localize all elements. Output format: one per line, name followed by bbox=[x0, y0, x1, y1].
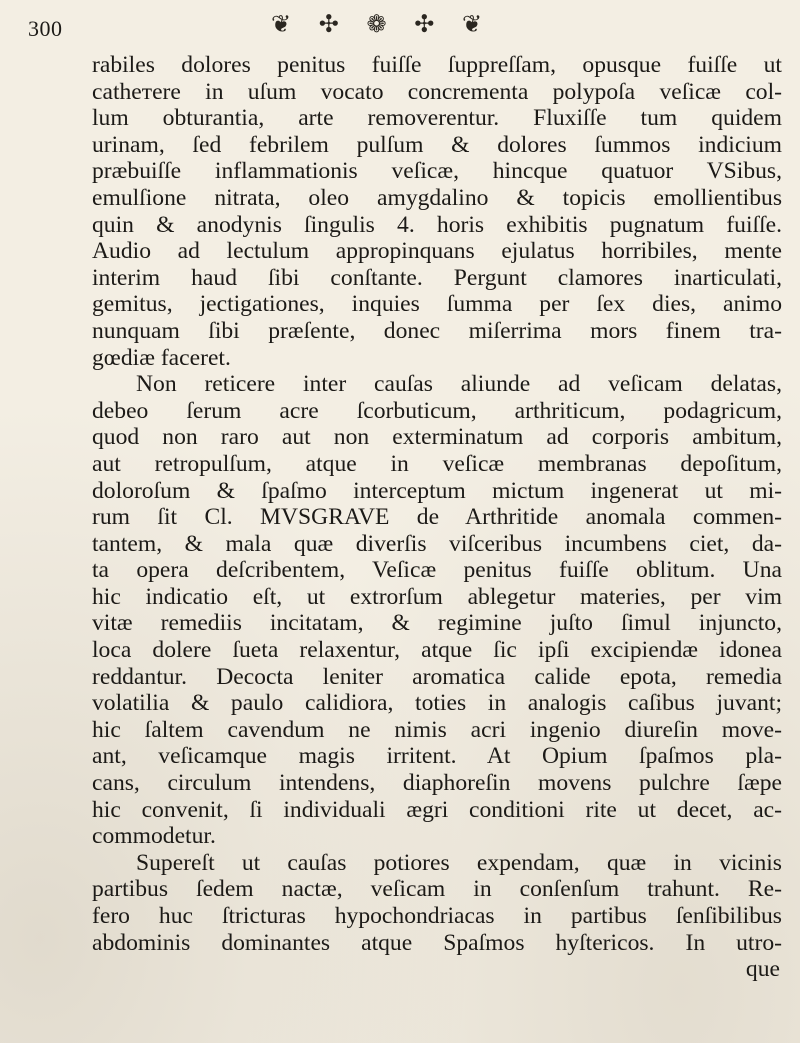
text-line: urinam, ſed febrilem pulſum & dolores ſummos indicium bbox=[92, 131, 782, 158]
text-line: volatilia & paulo calidiora, toties in analogis caſibus juvant; bbox=[92, 690, 782, 717]
text-line: commodetur. bbox=[92, 823, 216, 850]
text-line: tantem, & mala quæ diverſis viſceribus incumbens ciet, da- bbox=[92, 530, 782, 557]
text-line: interim haud ſibi conſtante. Pergunt clamores inarticulati, bbox=[92, 264, 782, 291]
text-line: Supereſt ut cauſas potiores expendam, quæ in vicinis bbox=[136, 849, 782, 876]
text-line: debeo ſerum acre ſcorbuticum, arthriticum, podagricum, bbox=[92, 397, 782, 424]
running-header bbox=[28, 10, 768, 50]
text-line: emulſione nitrata, oleo amygdalino & topicis emollientibus bbox=[92, 184, 782, 211]
text-line: reddantur. Decocta leniter aromatica calide epota, remedia bbox=[92, 663, 782, 690]
text-line: vitæ remediis incitatam, & regimine juſto ſimul injuncto, bbox=[92, 610, 782, 637]
text-line: lum obturantia, arte removerentur. Fluxiſſe tum quidem bbox=[92, 105, 782, 132]
text-line: ta opera deſcribentem, Veſicæ penitus fuiſſe oblitum. Una bbox=[92, 557, 782, 584]
text-line: Non reticere inter cauſas aliunde ad veſicam delatas, bbox=[136, 371, 782, 398]
text-line: hic indicatio eſt, ut extrorſum ablegetur materies, per vim bbox=[92, 583, 782, 610]
text-line: præbuiſſe inflammationis veſicæ, hincque quatuor VSibus, bbox=[92, 158, 782, 185]
text-line: quin & anodynis ſingulis 4. horis exhibitis pugnatum fuiſſe. bbox=[92, 211, 782, 238]
text-line: catheтere in uſum vocato concrementa polypoſa veſicæ col- bbox=[92, 78, 782, 105]
header-ornament-icon: ❦ ✣ ❁ ✣ ❦ bbox=[271, 10, 493, 38]
body-text bbox=[92, 52, 782, 983]
text-line: quod non raro aut non exterminatum ad corporis ambitum, bbox=[92, 424, 782, 451]
text-line: cans, circulum intendens, diaphoreſin movens pulchre ſæpe bbox=[92, 770, 782, 797]
text-line: aut retropulſum, atque in veſicæ membranas depoſitum, bbox=[92, 450, 782, 477]
text-line: nunquam ſibi præſente, donec miſerrima mors finem tra- bbox=[92, 317, 782, 344]
text-line: gemitus, jectigationes, inquies ſumma per ſex dies, animo bbox=[92, 291, 782, 318]
text-line: abdominis dominantes atque Spaſmos hyſtericos. In utro- bbox=[92, 929, 782, 956]
text-line: ant, veſicamque magis irritent. At Opium ſpaſmos pla- bbox=[92, 743, 782, 770]
text-line: gœdiæ faceret. bbox=[92, 344, 231, 371]
text-line: fero huc ſtricturas hypochondriacas in partibus ſenſibilibus bbox=[92, 903, 782, 929]
text-line: hic ſaltem cavendum ne nimis acri ingenio diureſin move- bbox=[92, 716, 782, 743]
text-line: rum ſit Cl. MVSGRAVE de Arthritide anomala commen- bbox=[92, 504, 782, 531]
text-line: hic convenit, ſi individuali ægri conditioni rite ut decet, ac- bbox=[92, 796, 782, 823]
text-line: doloroſum & ſpaſmo interceptum mictum ingenerat ut mi- bbox=[92, 477, 782, 504]
page-number: 300 bbox=[28, 16, 63, 41]
text-line: partibus ſedem nactæ, veſicam in conſenſum trahunt. Re- bbox=[92, 876, 782, 903]
text-line: loca dolere ſueta relaxentur, atque ſic ipſi excipiendæ idonea bbox=[92, 637, 782, 664]
text-line: rabiles dolores penitus fuiſſe ſuppreſſam, opusque fuiſſe ut bbox=[92, 52, 782, 78]
catchword: que bbox=[745, 956, 780, 983]
text-line: Audio ad lectulum appropinquans ejulatus horribiles, mente bbox=[92, 238, 782, 265]
